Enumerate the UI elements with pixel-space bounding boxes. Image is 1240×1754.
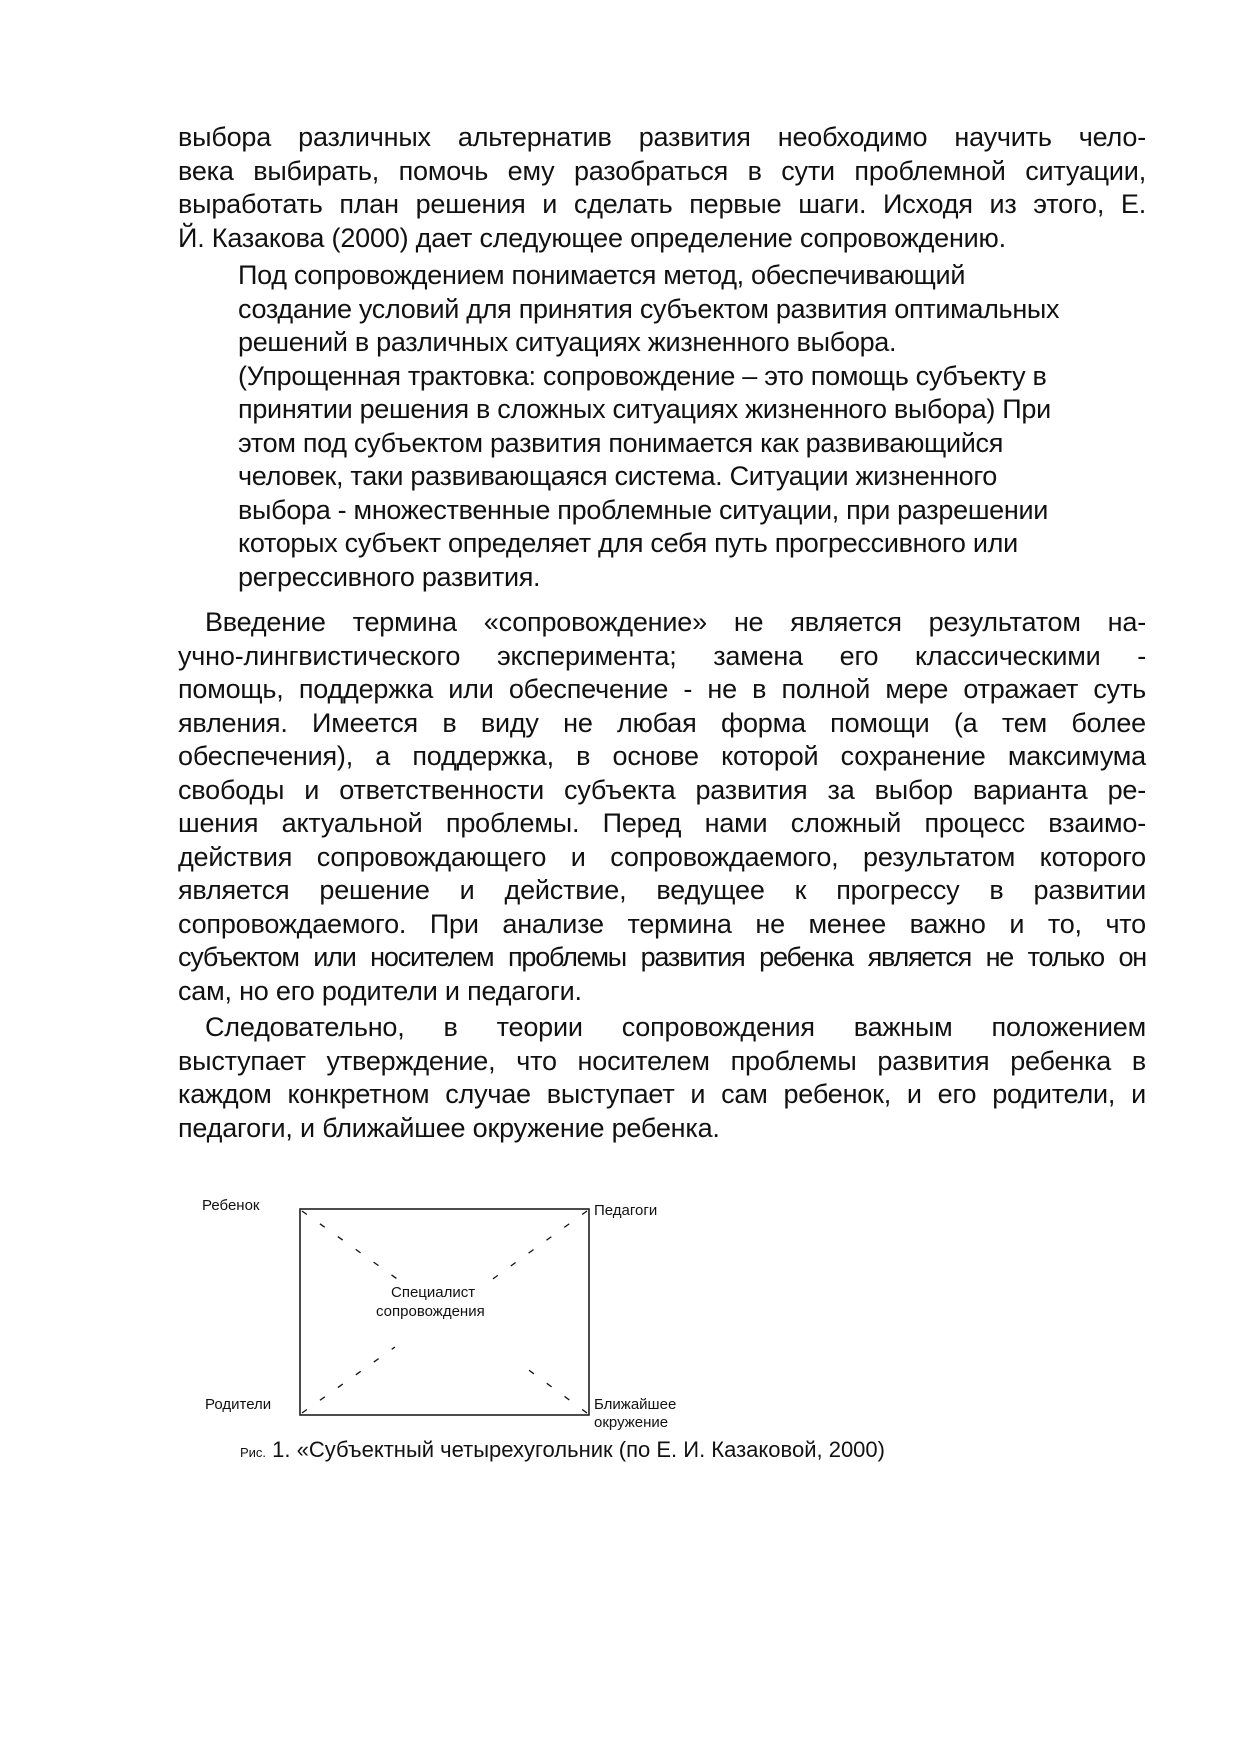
text-line: обеспечения), а поддержка, в основе которой сохранение максимума [178,741,1146,771]
dashed-link-bottom-right [522,1365,587,1413]
text-line: помощь, поддержка или обеспечение - не в полной мере отражает суть [178,674,1146,704]
text-line: педагоги, и ближайшее окружение ребенка. [178,1112,720,1143]
text-line: Й. Казакова (2000) дает следующее определение сопровождению. [178,222,1006,253]
dashed-link-bottom-left [302,1347,395,1413]
text-line: Под сопровождением понимается метод, обеспечивающий [238,260,966,290]
text-line: каждом конкретном случае выступает и сам ребенок, и его родители, и [178,1079,1146,1109]
text-line: этом под субъектом развития понимается как развивающийся [238,427,1004,458]
text-line: Следовательно, в теории сопровождения важным положением [205,1012,1146,1042]
paragraph-conclusion [178,1011,1146,1145]
text-line: учно-лингвистического эксперимента; замена его классическими - [178,640,1146,671]
label-child: Ребенок [202,1197,260,1214]
text-line: выбора различных альтернатив развития необходимо научить чело- [178,122,1146,152]
text-line: века выбирать, помочь ему разобраться в сути проблемной ситуации, [178,155,1146,186]
label-parents: Родители [205,1396,272,1413]
text-line: сопровождаемого. При анализе термина не менее важно и то, что [178,908,1146,939]
text-line: выступает утверждение, что носителем проблемы развития ребенка в [178,1045,1146,1076]
text-line: создание условий для принятия субъектом развития оптимальных [238,293,1060,324]
text-line: шения актуальной проблемы. Перед нами сложный процесс взаимо- [178,808,1146,838]
label-specialist-1: Специалист [391,1284,476,1301]
caption-prefix: Рис. [240,1445,267,1460]
text-line: выработать план решения и сделать первые шаги. Исходя из этого, Е. [178,189,1146,219]
text-line: сам, но его родители и педагоги. [178,975,582,1006]
paragraph-term-introduction [178,606,1146,1008]
text-line: является решение и действие, ведущее к прогрессу в развитии [178,875,1146,905]
text-line: явления. Имеется в виду не любая форма помощи (а тем более [178,707,1146,738]
text-line: выбора - множественные проблемные ситуации, при разрешении [238,494,1049,525]
text-line: субъектом или носителем проблемы развития ребенка является не только он [178,942,1146,972]
paragraph-intro [178,121,1146,255]
text-line: Введение термина «сопровождение» не является результатом на- [205,607,1146,637]
text-line: (Упрощенная трактовка: сопровождение – это помощь субъекту в [238,360,1047,391]
text-line: регрессивного развития. [238,561,541,592]
label-close-environment-1: Ближайшее [594,1396,677,1413]
text-line: решений в различных ситуациях жизненного выбора. [238,327,897,357]
text-line: человек, таки развивающаяся система. Ситуации жизненного [238,461,998,491]
dashed-link-top-right [490,1211,587,1281]
label-teachers: Педагоги [594,1202,658,1219]
caption-text: 1. «Субъектный четырехугольник (по Е. И. Казаковой, 2000) [266,1437,885,1462]
subject-quadrilateral-diagram [200,1185,700,1435]
text-line: действия сопровождающего и сопровождаемого, результатом которого [178,841,1146,872]
label-close-environment-2: окружение [594,1414,669,1431]
text-line: принятии решения в сложных ситуациях жизненного выбора) При [238,394,1051,424]
figure-caption [240,1437,885,1463]
text-line: свободы и ответственности субъекта развития за выбор варианта ре- [178,774,1146,805]
text-line: которых субъект определяет для себя путь прогрессивного или [238,528,1018,558]
label-specialist-2: сопровождения [376,1303,485,1320]
definition-quote [238,259,1138,594]
dashed-link-top-left [302,1211,400,1281]
